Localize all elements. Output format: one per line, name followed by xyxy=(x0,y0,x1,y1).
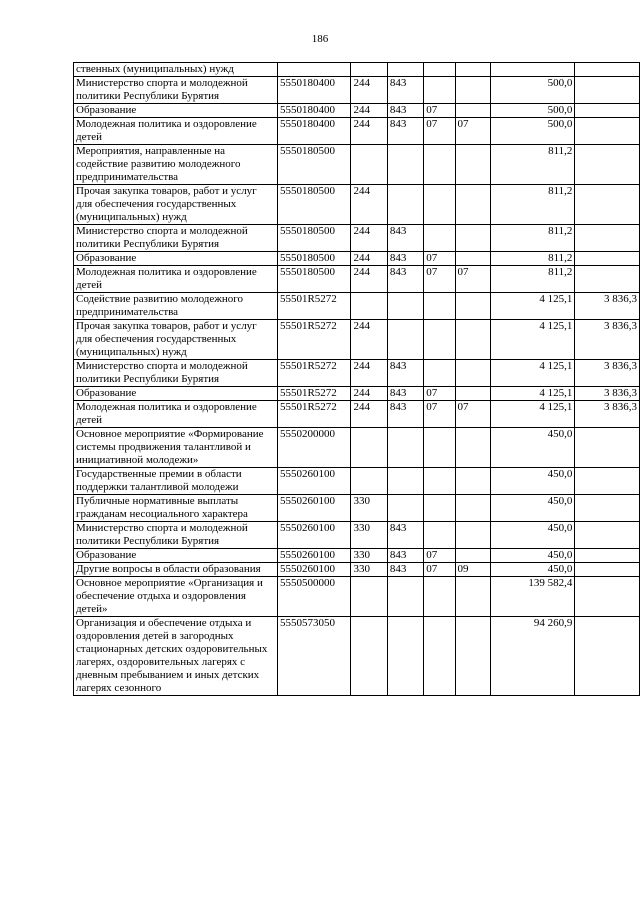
department-code xyxy=(387,145,423,185)
section-code xyxy=(424,145,455,185)
expense-type-code: 330 xyxy=(351,495,387,522)
department-code: 843 xyxy=(387,225,423,252)
table-row xyxy=(74,577,640,617)
expense-type-code xyxy=(351,145,387,185)
department-code xyxy=(387,63,423,77)
section-code xyxy=(424,577,455,617)
federal-amount-cell: 3 836,3 xyxy=(575,387,640,401)
expense-type-code: 244 xyxy=(351,185,387,225)
amount-cell: 811,2 xyxy=(490,252,575,266)
department-code: 843 xyxy=(387,360,423,387)
subsection-code: 07 xyxy=(455,401,490,428)
target-article-code: 5550260100 xyxy=(277,549,351,563)
subsection-code xyxy=(455,549,490,563)
federal-amount-cell xyxy=(575,104,640,118)
row-name: Образование xyxy=(74,104,278,118)
target-article-code: 5550260100 xyxy=(277,495,351,522)
department-code: 843 xyxy=(387,401,423,428)
subsection-code xyxy=(455,77,490,104)
table-row xyxy=(74,293,640,320)
amount-cell: 811,2 xyxy=(490,185,575,225)
amount-cell: 4 125,1 xyxy=(490,293,575,320)
department-code: 843 xyxy=(387,118,423,145)
subsection-code xyxy=(455,63,490,77)
expense-type-code: 244 xyxy=(351,266,387,293)
row-name: Мероприятия, направленные на содействие развитию молодежного предпринимательства xyxy=(74,145,278,185)
expense-type-code xyxy=(351,617,387,696)
target-article-code: 5550180500 xyxy=(277,266,351,293)
expense-type-code: 244 xyxy=(351,387,387,401)
section-code xyxy=(424,225,455,252)
department-code xyxy=(387,495,423,522)
row-name: Министерство спорта и молодежной политики Республики Бурятия xyxy=(74,77,278,104)
department-code xyxy=(387,428,423,468)
row-name: Министерство спорта и молодежной политики Республики Бурятия xyxy=(74,522,278,549)
row-name: Основное мероприятие «Организация и обеспечение отдыха и оздоровления детей» xyxy=(74,577,278,617)
amount-cell: 450,0 xyxy=(490,495,575,522)
department-code: 843 xyxy=(387,77,423,104)
amount-cell: 450,0 xyxy=(490,468,575,495)
table-row xyxy=(74,468,640,495)
federal-amount-cell: 3 836,3 xyxy=(575,360,640,387)
amount-cell xyxy=(490,63,575,77)
section-code xyxy=(424,495,455,522)
subsection-code xyxy=(455,522,490,549)
federal-amount-cell xyxy=(575,77,640,104)
subsection-code: 07 xyxy=(455,266,490,293)
amount-cell: 450,0 xyxy=(490,549,575,563)
subsection-code xyxy=(455,320,490,360)
subsection-code xyxy=(455,387,490,401)
department-code: 843 xyxy=(387,549,423,563)
federal-amount-cell: 3 836,3 xyxy=(575,401,640,428)
row-name: Другие вопросы в области образования xyxy=(74,563,278,577)
subsection-code xyxy=(455,252,490,266)
department-code xyxy=(387,577,423,617)
table-row xyxy=(74,77,640,104)
table-row xyxy=(74,63,640,77)
section-code: 07 xyxy=(424,104,455,118)
department-code xyxy=(387,468,423,495)
federal-amount-cell xyxy=(575,145,640,185)
amount-cell: 500,0 xyxy=(490,77,575,104)
page-number: 186 xyxy=(311,33,329,45)
subsection-code: 09 xyxy=(455,563,490,577)
expense-type-code xyxy=(351,468,387,495)
federal-amount-cell xyxy=(575,252,640,266)
federal-amount-cell xyxy=(575,549,640,563)
expense-type-code xyxy=(351,293,387,320)
section-code: 07 xyxy=(424,401,455,428)
section-code xyxy=(424,468,455,495)
amount-cell: 4 125,1 xyxy=(490,387,575,401)
table-row xyxy=(74,617,640,696)
amount-cell: 811,2 xyxy=(490,225,575,252)
department-code xyxy=(387,320,423,360)
amount-cell: 811,2 xyxy=(490,145,575,185)
amount-cell: 500,0 xyxy=(490,104,575,118)
section-code xyxy=(424,522,455,549)
expense-type-code: 244 xyxy=(351,77,387,104)
federal-amount-cell: 3 836,3 xyxy=(575,293,640,320)
row-name: Молодежная политика и оздоровление детей xyxy=(74,118,278,145)
row-name: Молодежная политика и оздоровление детей xyxy=(74,266,278,293)
department-code: 843 xyxy=(387,387,423,401)
target-article-code: 5550260100 xyxy=(277,522,351,549)
row-name: Прочая закупка товаров, работ и услуг для обеспечения государственных (муниципальных) нужд xyxy=(74,320,278,360)
target-article-code xyxy=(277,63,351,77)
federal-amount-cell xyxy=(575,617,640,696)
expense-type-code: 244 xyxy=(351,118,387,145)
federal-amount-cell xyxy=(575,185,640,225)
target-article-code: 55501R5272 xyxy=(277,401,351,428)
subsection-code xyxy=(455,104,490,118)
expense-type-code: 244 xyxy=(351,401,387,428)
amount-cell: 4 125,1 xyxy=(490,360,575,387)
table-row xyxy=(74,428,640,468)
table-row xyxy=(74,387,640,401)
amount-cell: 4 125,1 xyxy=(490,401,575,428)
table-row xyxy=(74,145,640,185)
table-row xyxy=(74,225,640,252)
table-row xyxy=(74,549,640,563)
table-row xyxy=(74,266,640,293)
section-code: 07 xyxy=(424,118,455,145)
amount-cell: 450,0 xyxy=(490,522,575,549)
expense-type-code: 244 xyxy=(351,320,387,360)
expense-type-code: 244 xyxy=(351,252,387,266)
section-code xyxy=(424,360,455,387)
expense-type-code: 330 xyxy=(351,549,387,563)
budget-table-body xyxy=(74,63,640,696)
subsection-code xyxy=(455,185,490,225)
target-article-code: 5550573050 xyxy=(277,617,351,696)
table-row xyxy=(74,104,640,118)
row-name: Министерство спорта и молодежной политики Республики Бурятия xyxy=(74,360,278,387)
department-code: 843 xyxy=(387,104,423,118)
department-code xyxy=(387,185,423,225)
department-code xyxy=(387,617,423,696)
target-article-code: 5550180500 xyxy=(277,185,351,225)
section-code: 07 xyxy=(424,266,455,293)
target-article-code: 5550500000 xyxy=(277,577,351,617)
expense-type-code xyxy=(351,63,387,77)
table-row xyxy=(74,495,640,522)
section-code xyxy=(424,77,455,104)
federal-amount-cell xyxy=(575,118,640,145)
row-name: Образование xyxy=(74,387,278,401)
row-name: Основное мероприятие «Формирование системы продвижения талантливой и инициативной молодежи» xyxy=(74,428,278,468)
section-code xyxy=(424,63,455,77)
subsection-code: 07 xyxy=(455,118,490,145)
target-article-code: 5550180500 xyxy=(277,225,351,252)
table-row xyxy=(74,118,640,145)
federal-amount-cell xyxy=(575,428,640,468)
row-name: Прочая закупка товаров, работ и услуг для обеспечения государственных (муниципальных) нужд xyxy=(74,185,278,225)
department-code: 843 xyxy=(387,522,423,549)
expense-type-code: 330 xyxy=(351,522,387,549)
section-code: 07 xyxy=(424,563,455,577)
target-article-code: 55501R5272 xyxy=(277,293,351,320)
table-row xyxy=(74,185,640,225)
budget-table xyxy=(73,62,640,696)
target-article-code: 5550180400 xyxy=(277,118,351,145)
row-name: Образование xyxy=(74,549,278,563)
row-name: Молодежная политика и оздоровление детей xyxy=(74,401,278,428)
amount-cell: 811,2 xyxy=(490,266,575,293)
section-code: 07 xyxy=(424,549,455,563)
row-name: ственных (муниципальных) нужд xyxy=(74,63,278,77)
expense-type-code: 244 xyxy=(351,225,387,252)
section-code xyxy=(424,320,455,360)
subsection-code xyxy=(455,145,490,185)
target-article-code: 55501R5272 xyxy=(277,360,351,387)
row-name: Министерство спорта и молодежной политики Республики Бурятия xyxy=(74,225,278,252)
expense-type-code: 244 xyxy=(351,360,387,387)
section-code xyxy=(424,428,455,468)
target-article-code: 5550260100 xyxy=(277,468,351,495)
department-code: 843 xyxy=(387,563,423,577)
expense-type-code: 244 xyxy=(351,104,387,118)
amount-cell: 94 260,9 xyxy=(490,617,575,696)
target-article-code: 5550200000 xyxy=(277,428,351,468)
expense-type-code: 330 xyxy=(351,563,387,577)
target-article-code: 55501R5272 xyxy=(277,387,351,401)
federal-amount-cell xyxy=(575,563,640,577)
federal-amount-cell: 3 836,3 xyxy=(575,320,640,360)
expense-type-code xyxy=(351,428,387,468)
target-article-code: 5550260100 xyxy=(277,563,351,577)
table-row xyxy=(74,563,640,577)
row-name: Содействие развитию молодежного предпринимательства xyxy=(74,293,278,320)
target-article-code: 55501R5272 xyxy=(277,320,351,360)
subsection-code xyxy=(455,225,490,252)
target-article-code: 5550180500 xyxy=(277,252,351,266)
row-name: Организация и обеспечение отдыха и оздоровления детей в загородных стационарных детских оздоровительных лагерях, оздоровительных лагерях с дневным пребыванием и иных детских лагерях сезонного xyxy=(74,617,278,696)
federal-amount-cell xyxy=(575,468,640,495)
federal-amount-cell xyxy=(575,522,640,549)
federal-amount-cell xyxy=(575,577,640,617)
amount-cell: 139 582,4 xyxy=(490,577,575,617)
subsection-code xyxy=(455,468,490,495)
department-code: 843 xyxy=(387,252,423,266)
section-code: 07 xyxy=(424,387,455,401)
federal-amount-cell xyxy=(575,63,640,77)
expense-type-code xyxy=(351,577,387,617)
section-code: 07 xyxy=(424,252,455,266)
amount-cell: 4 125,1 xyxy=(490,320,575,360)
table-row xyxy=(74,360,640,387)
department-code: 843 xyxy=(387,266,423,293)
row-name: Образование xyxy=(74,252,278,266)
subsection-code xyxy=(455,577,490,617)
subsection-code xyxy=(455,495,490,522)
federal-amount-cell xyxy=(575,495,640,522)
subsection-code xyxy=(455,293,490,320)
amount-cell: 450,0 xyxy=(490,563,575,577)
federal-amount-cell xyxy=(575,266,640,293)
section-code xyxy=(424,185,455,225)
table-row xyxy=(74,320,640,360)
federal-amount-cell xyxy=(575,225,640,252)
table-row xyxy=(74,252,640,266)
row-name: Государственные премии в области поддержки талантливой молодежи xyxy=(74,468,278,495)
section-code xyxy=(424,617,455,696)
subsection-code xyxy=(455,428,490,468)
target-article-code: 5550180500 xyxy=(277,145,351,185)
amount-cell: 500,0 xyxy=(490,118,575,145)
subsection-code xyxy=(455,360,490,387)
target-article-code: 5550180400 xyxy=(277,104,351,118)
amount-cell: 450,0 xyxy=(490,428,575,468)
row-name: Публичные нормативные выплаты гражданам несоциального характера xyxy=(74,495,278,522)
section-code xyxy=(424,293,455,320)
department-code xyxy=(387,293,423,320)
table-row xyxy=(74,401,640,428)
target-article-code: 5550180400 xyxy=(277,77,351,104)
table-row xyxy=(74,522,640,549)
subsection-code xyxy=(455,617,490,696)
